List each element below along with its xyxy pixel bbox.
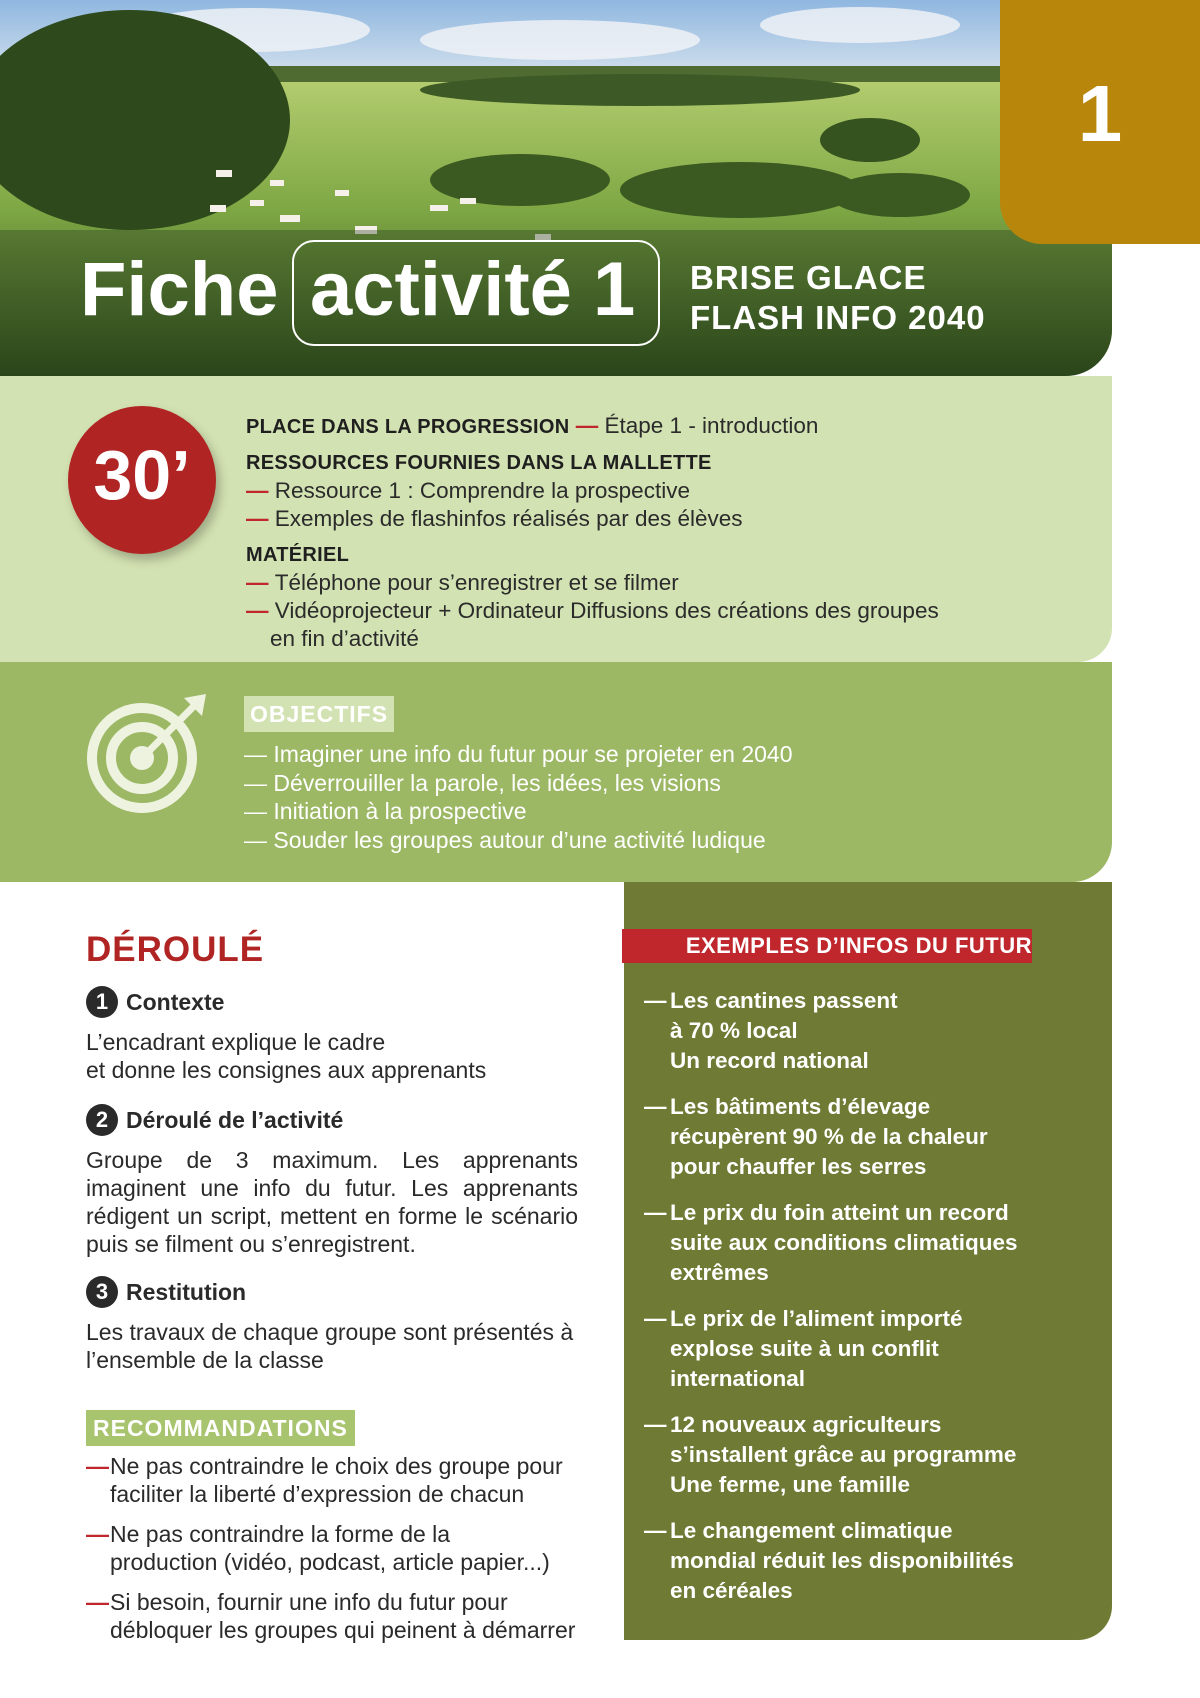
step-3 bbox=[86, 1276, 578, 1374]
duration-text: 30’ bbox=[93, 436, 191, 514]
step-body: Groupe de 3 maximum. Les apprenants imaginent une info du futur. Les apprenants rédigent un script, mettent en forme le scénario puis se filment ou s’enregistrent. bbox=[86, 1147, 578, 1257]
dash: — bbox=[575, 413, 599, 438]
material-item-continuation: en fin d’activité bbox=[270, 626, 419, 651]
title-fiche: Fiche bbox=[80, 247, 279, 332]
examples-label: EXEMPLES D’INFOS DU FUTUR bbox=[622, 929, 1032, 963]
step-body: Les travaux de chaque groupe sont présentés à l’ensemble de la classe bbox=[86, 1319, 574, 1373]
objective-item: — Souder les groupes autour d’une activité ludique bbox=[244, 826, 766, 853]
subtitle bbox=[690, 258, 986, 338]
recommendations-label: RECOMMANDATIONS bbox=[86, 1410, 355, 1446]
recommendation-item: — Ne pas contraindre le choix des groupe pour faciliter la liberté d’expression de chacun bbox=[86, 1453, 563, 1507]
step-title: Contexte bbox=[126, 988, 225, 1015]
objectives-list bbox=[244, 740, 793, 854]
step-body: L’encadrant explique le cadre et donne les consignes aux apprenants bbox=[86, 1029, 487, 1083]
recommendations-list bbox=[86, 1452, 586, 1644]
recommendation-item: — Ne pas contraindre la forme de la production (vidéo, podcast, article papier...) bbox=[86, 1521, 550, 1575]
example-item: — 12 nouveaux agriculteurs s’installent grâce au programme Une ferme, une famille bbox=[644, 1412, 1017, 1497]
example-item: — Les cantines passent à 70 % local Un record national bbox=[644, 988, 898, 1073]
material-item: — Vidéoprojecteur + Ordinateur Diffusions des créations des groupes bbox=[246, 598, 939, 623]
step-number: 3 bbox=[86, 1276, 118, 1308]
recommendation-item: — Si besoin, fournir une info du futur pour débloquer les groupes qui peinent à démarrer bbox=[86, 1589, 576, 1643]
material-item: — Téléphone pour s’enregistrer et se filmer bbox=[246, 570, 679, 595]
step-2 bbox=[86, 1104, 578, 1258]
example-item: — Le prix du foin atteint un record suite aux conditions climatiques extrêmes bbox=[644, 1200, 1018, 1285]
example-item: — Le changement climatique mondial réduit les disponibilités en céréales bbox=[644, 1518, 1014, 1603]
place-label: PLACE DANS LA PROGRESSION bbox=[246, 416, 570, 438]
title-activity: activité 1 bbox=[310, 247, 636, 332]
resource-item: — Ressource 1 : Comprendre la prospective bbox=[246, 478, 690, 503]
resources-label: RESSOURCES FOURNIES DANS LA MALLETTE bbox=[246, 452, 712, 474]
step-title: Déroulé de l’activité bbox=[126, 1106, 344, 1133]
subtitle-line-2: FLASH INFO 2040 bbox=[690, 299, 986, 336]
objectives-label: OBJECTIFS bbox=[244, 696, 394, 732]
subtitle-line-1: BRISE GLACE bbox=[690, 259, 927, 296]
examples-list bbox=[644, 986, 1044, 1622]
objective-item: — Imaginer une info du futur pour se projeter en 2040 bbox=[244, 741, 793, 767]
resource-item: — Exemples de flashinfos réalisés par des élèves bbox=[246, 506, 743, 531]
example-item: — Le prix de l’aliment importé explose suite à un conflit international bbox=[644, 1306, 963, 1391]
info-block bbox=[246, 412, 1006, 653]
step-1 bbox=[86, 986, 578, 1084]
material-label: MATÉRIEL bbox=[246, 544, 350, 566]
place-row bbox=[246, 412, 1006, 441]
corner-number: 1 bbox=[1077, 69, 1123, 158]
step-title: Restitution bbox=[126, 1278, 247, 1305]
step-number: 1 bbox=[86, 986, 118, 1018]
example-item: — Les bâtiments d’élevage récupèrent 90 % de la chaleur pour chauffer les serres bbox=[644, 1094, 988, 1179]
objective-item: — Initiation à la prospective bbox=[244, 798, 527, 824]
target-icon bbox=[84, 688, 212, 816]
objective-item: — Déverrouiller la parole, les idées, les visions bbox=[244, 769, 721, 796]
deroule-heading: DÉROULÉ bbox=[86, 930, 265, 969]
step-number: 2 bbox=[86, 1104, 118, 1136]
place-value: Étape 1 - introduction bbox=[604, 413, 819, 438]
